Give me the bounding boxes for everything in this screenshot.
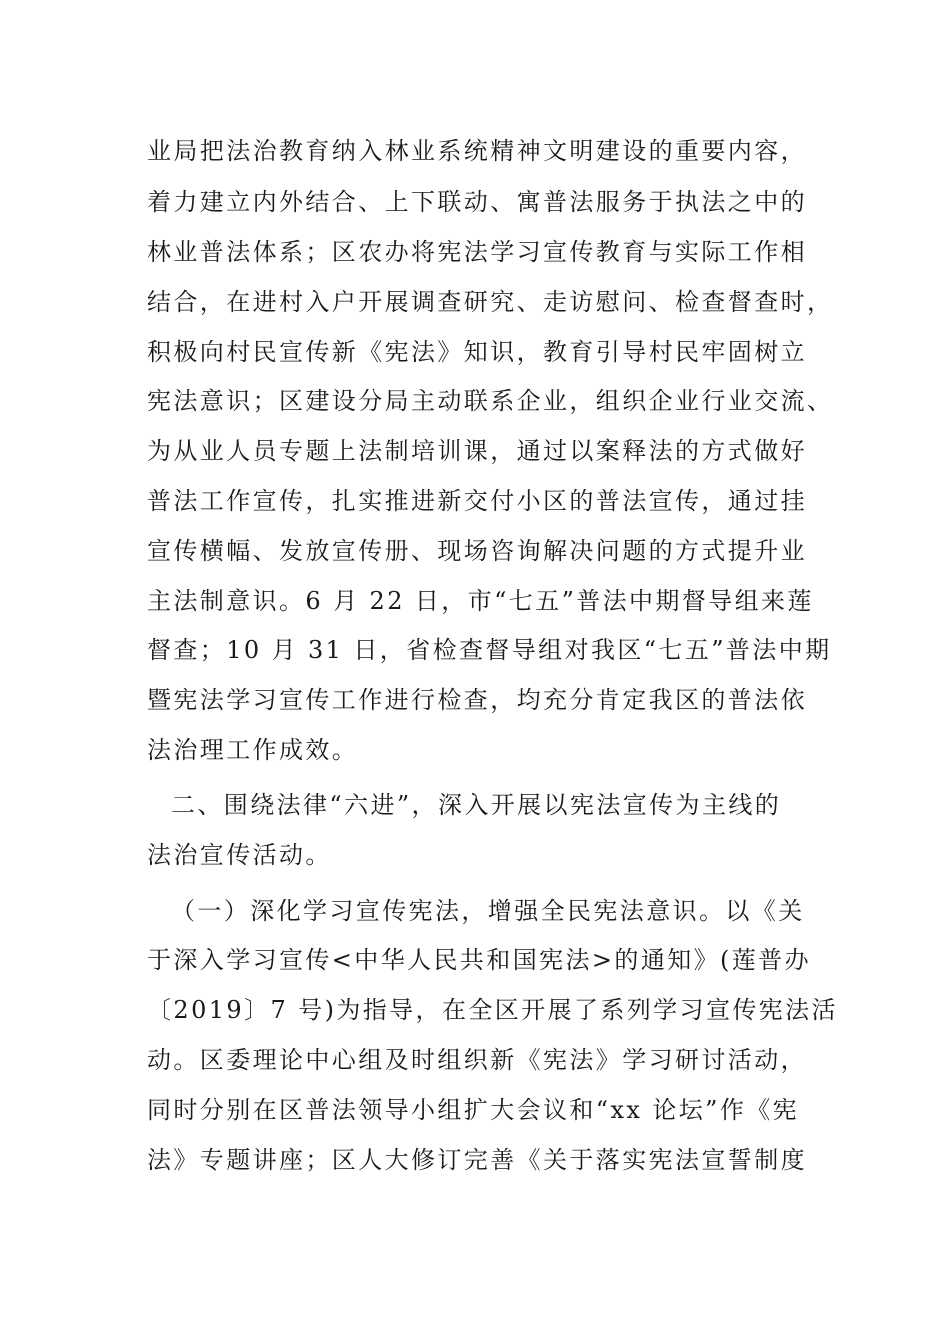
body-text-line: 结合，在进村入户开展调查研究、走访慰问、检查督查时， (147, 288, 834, 316)
body-text-line: 林业普法体系；区农办将宪法学习宣传教育与实际工作相 (147, 238, 807, 266)
subsection-text-line: （一）深化学习宣传宪法，增强全民宪法意识。以《关 (171, 897, 805, 925)
section-heading-line: 二、围绕法律“六进”，深入开展以宪法宣传为主线的 (171, 791, 782, 819)
body-text-line: 普法工作宣传，扎实推进新交付小区的普法宣传，通过挂 (147, 487, 807, 515)
body-text-line: 业局把法治教育纳入林业系统精神文明建设的重要内容， (147, 137, 807, 165)
body-text-line: 为从业人员专题上法制培训课，通过以案释法的方式做好 (147, 437, 807, 465)
body-text-line: 积极向村民宣传新《宪法》知识，教育引导村民牢固树立 (147, 338, 807, 366)
body-text-line: 同时分别在区普法领导小组扩大会议和“xx 论坛”作《宪 (147, 1096, 800, 1124)
body-text-line: 于深入学习宣传<中华人民共和国宪法>的通知》(莲普办 (147, 946, 811, 974)
body-text-line: 〔2019〕7 号)为指导，在全区开展了系列学习宣传宪法活 (147, 996, 838, 1024)
body-text-line: 动。区委理论中心组及时组织新《宪法》学习研讨活动， (147, 1046, 807, 1074)
body-text-line: 法》专题讲座；区人大修订完善《关于落实宪法宣誓制度 (147, 1146, 807, 1174)
body-text-line: 宪法意识；区建设分局主动联系企业，组织企业行业交流、 (147, 387, 834, 415)
body-text-line: 暨宪法学习宣传工作进行检查，均充分肯定我区的普法依 (147, 686, 807, 714)
body-text-line: 宣传横幅、发放宣传册、现场咨询解决问题的方式提升业 (147, 537, 807, 565)
body-text-line: 法治理工作成效。 (147, 736, 359, 764)
body-text-line: 督查；10 月 31 日，省检查督导组对我区“七五”普法中期 (147, 636, 832, 664)
body-text-line: 主法制意识。6 月 22 日，市“七五”普法中期督导组来莲 (147, 587, 814, 615)
section-heading-line: 法治宣传活动。 (147, 841, 332, 869)
body-text-line: 着力建立内外结合、上下联动、寓普法服务于执法之中的 (147, 188, 807, 216)
